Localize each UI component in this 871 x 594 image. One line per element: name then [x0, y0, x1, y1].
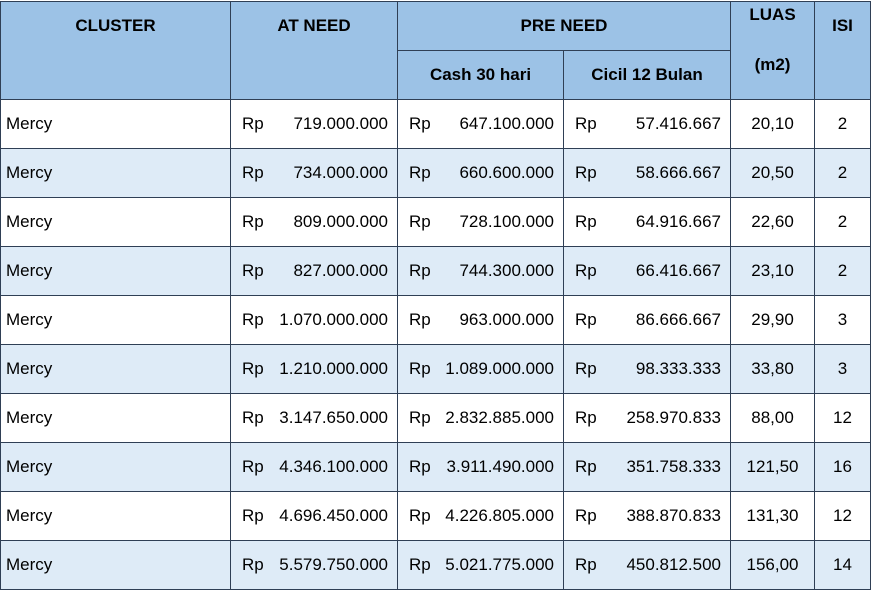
header-luas-label: LUAS: [749, 4, 796, 24]
cell-cicil: [564, 198, 731, 247]
amount: 2.832.885.000: [445, 408, 554, 427]
cell-cash-value: [398, 114, 563, 134]
cell-luas: 23,10: [731, 247, 815, 296]
currency-label: Rp: [575, 408, 597, 427]
cell-at-need: [231, 394, 398, 443]
currency-label: Rp: [409, 114, 431, 133]
table-row: [1, 100, 871, 149]
cell-cash: [398, 492, 564, 541]
currency-label: Rp: [242, 506, 264, 525]
cell-cluster: Mercy: [1, 492, 231, 541]
currency-label: Rp: [409, 212, 431, 231]
amount: 728.100.000: [459, 212, 554, 231]
cell-cicil-value: [564, 114, 730, 134]
cell-cash-value: [398, 555, 563, 575]
amount: 734.000.000: [293, 163, 388, 182]
cell-at-need-value: [231, 408, 397, 428]
amount: 57.416.667: [635, 114, 722, 133]
cell-cluster: Mercy: [1, 443, 231, 492]
cell-at-need-value: [231, 506, 397, 526]
cell-cash: [398, 296, 564, 345]
cell-isi: 2: [815, 198, 871, 247]
cell-at-need-value: [231, 555, 397, 575]
currency-label: Rp: [409, 163, 431, 182]
cell-cicil-value: [564, 261, 730, 281]
cell-cluster: Mercy: [1, 198, 231, 247]
cell-at-need: [231, 198, 398, 247]
cell-luas: 20,50: [731, 149, 815, 198]
amount: 1.210.000.000: [279, 359, 388, 378]
amount: 5.021.775.000: [445, 555, 554, 574]
cell-at-need: [231, 149, 398, 198]
table-row: [1, 247, 871, 296]
header-luas-unit: (m2): [754, 54, 791, 74]
cell-cicil-value: [564, 359, 730, 379]
amount: 58.666.667: [635, 163, 722, 182]
cell-at-need-value: [231, 261, 397, 281]
amount: 1.089.000.000: [445, 359, 554, 378]
cell-cash: [398, 149, 564, 198]
currency-label: Rp: [409, 555, 431, 574]
cell-cash-value: [398, 310, 563, 330]
cell-cash-value: [398, 212, 563, 232]
amount: 1.070.000.000: [279, 310, 388, 329]
currency-label: Rp: [409, 261, 431, 280]
cell-at-need-value: [231, 310, 397, 330]
table-row: [1, 198, 871, 247]
amount: 3.911.490.000: [446, 457, 554, 476]
cell-cash: [398, 100, 564, 149]
currency-label: Rp: [575, 261, 597, 280]
cell-luas: 29,90: [731, 296, 815, 345]
cell-cicil: [564, 149, 731, 198]
table-row: [1, 541, 871, 590]
cell-cicil: [564, 296, 731, 345]
cell-cash: [398, 247, 564, 296]
cell-at-need: [231, 492, 398, 541]
cell-cluster: Mercy: [1, 394, 231, 443]
currency-label: Rp: [575, 163, 597, 182]
cell-at-need: [231, 541, 398, 590]
amount: 5.579.750.000: [279, 555, 388, 574]
table-row: [1, 149, 871, 198]
currency-label: Rp: [242, 555, 264, 574]
cell-cluster: Mercy: [1, 100, 231, 149]
header-row-top: [1, 2, 871, 51]
amount: 3.147.650.000: [279, 408, 388, 427]
currency-label: Rp: [575, 359, 597, 378]
currency-label: Rp: [409, 457, 431, 476]
cell-cicil-value: [564, 212, 730, 232]
cell-luas: 22,60: [731, 198, 815, 247]
cell-luas: 88,00: [731, 394, 815, 443]
currency-label: Rp: [575, 506, 597, 525]
currency-label: Rp: [409, 408, 431, 427]
cell-isi: 2: [815, 247, 871, 296]
cell-cicil-value: [564, 163, 730, 183]
amount: 4.696.450.000: [279, 506, 388, 525]
cell-cash: [398, 443, 564, 492]
cell-at-need: [231, 100, 398, 149]
currency-label: Rp: [575, 457, 597, 476]
cell-cicil: [564, 492, 731, 541]
amount: 86.666.667: [635, 310, 722, 329]
cell-isi: 12: [815, 492, 871, 541]
header-cicil: Cicil 12 Bulan: [564, 51, 731, 100]
amount: 388.870.833: [626, 506, 722, 525]
cell-at-need-value: [231, 212, 397, 232]
currency-label: Rp: [242, 457, 264, 476]
cell-luas: 156,00: [731, 541, 815, 590]
currency-label: Rp: [242, 163, 264, 182]
header-pre-need: PRE NEED: [398, 2, 731, 51]
cell-cash: [398, 198, 564, 247]
cell-isi: 16: [815, 443, 871, 492]
amount: 64.916.667: [635, 212, 722, 231]
amount: 963.000.000: [459, 310, 554, 329]
amount: 744.300.000: [459, 261, 554, 280]
cell-cash-value: [398, 163, 563, 183]
amount: 647.100.000: [459, 114, 554, 133]
currency-label: Rp: [409, 359, 431, 378]
cell-at-need-value: [231, 163, 397, 183]
header-cash: Cash 30 hari: [398, 51, 564, 100]
amount: 809.000.000: [293, 212, 388, 231]
cell-cicil: [564, 443, 731, 492]
cell-at-need: [231, 443, 398, 492]
cell-luas: 121,50: [731, 443, 815, 492]
price-table: [0, 1, 871, 590]
currency-label: Rp: [409, 506, 431, 525]
table-row: [1, 296, 871, 345]
cell-cash: [398, 541, 564, 590]
amount: 719.000.000: [293, 114, 388, 133]
cell-at-need-value: [231, 457, 397, 477]
currency-label: Rp: [242, 212, 264, 231]
cell-isi: 14: [815, 541, 871, 590]
table-row: [1, 492, 871, 541]
cell-cicil-value: [564, 506, 730, 526]
cell-at-need: [231, 345, 398, 394]
cell-isi: 3: [815, 345, 871, 394]
cell-cicil: [564, 345, 731, 394]
currency-label: Rp: [575, 555, 597, 574]
cell-isi: 2: [815, 100, 871, 149]
cell-cicil: [564, 100, 731, 149]
header-at-need: AT NEED: [231, 2, 398, 100]
cell-cicil-value: [564, 408, 730, 428]
cell-cash-value: [398, 457, 563, 477]
header-luas: [731, 2, 815, 100]
amount: 660.600.000: [459, 163, 554, 182]
cell-luas: 33,80: [731, 345, 815, 394]
table-body: [1, 100, 871, 590]
header-cluster: CLUSTER: [1, 2, 231, 100]
currency-label: Rp: [242, 359, 264, 378]
cell-cash-value: [398, 408, 563, 428]
currency-label: Rp: [575, 212, 597, 231]
amount: 258.970.833: [626, 408, 722, 427]
amount: 4.346.100.000: [279, 457, 388, 476]
cell-cicil: [564, 394, 731, 443]
table-row: [1, 443, 871, 492]
amount: 98.333.333: [635, 359, 722, 378]
currency-label: Rp: [242, 310, 264, 329]
cell-luas: 20,10: [731, 100, 815, 149]
table-row: [1, 394, 871, 443]
amount: 4.226.805.000: [445, 506, 554, 525]
cell-cluster: Mercy: [1, 247, 231, 296]
currency-label: Rp: [575, 310, 597, 329]
header-isi: ISI: [815, 2, 871, 100]
cell-cluster: Mercy: [1, 541, 231, 590]
cell-cicil: [564, 541, 731, 590]
currency-label: Rp: [242, 114, 264, 133]
cell-at-need: [231, 247, 398, 296]
cell-cicil-value: [564, 310, 730, 330]
amount: 827.000.000: [293, 261, 388, 280]
cell-luas: 131,30: [731, 492, 815, 541]
cell-cicil: [564, 247, 731, 296]
cell-cluster: Mercy: [1, 345, 231, 394]
cell-cicil-value: [564, 457, 730, 477]
cell-at-need-value: [231, 114, 397, 134]
cell-cash: [398, 394, 564, 443]
currency-label: Rp: [409, 310, 431, 329]
table-header: [1, 2, 871, 100]
cell-cash: [398, 345, 564, 394]
cell-cash-value: [398, 261, 563, 281]
amount: 450.812.500: [626, 555, 722, 574]
cell-isi: 2: [815, 149, 871, 198]
cell-at-need-value: [231, 359, 397, 379]
cell-cicil-value: [564, 555, 730, 575]
currency-label: Rp: [242, 261, 264, 280]
cell-cluster: Mercy: [1, 296, 231, 345]
cell-cash-value: [398, 506, 563, 526]
cell-cluster: Mercy: [1, 149, 231, 198]
cell-isi: 3: [815, 296, 871, 345]
table-row: [1, 345, 871, 394]
amount: 66.416.667: [635, 261, 722, 280]
cell-at-need: [231, 296, 398, 345]
cell-cash-value: [398, 359, 563, 379]
currency-label: Rp: [575, 114, 597, 133]
cell-isi: 12: [815, 394, 871, 443]
currency-label: Rp: [242, 408, 264, 427]
amount: 351.758.333: [626, 457, 722, 476]
